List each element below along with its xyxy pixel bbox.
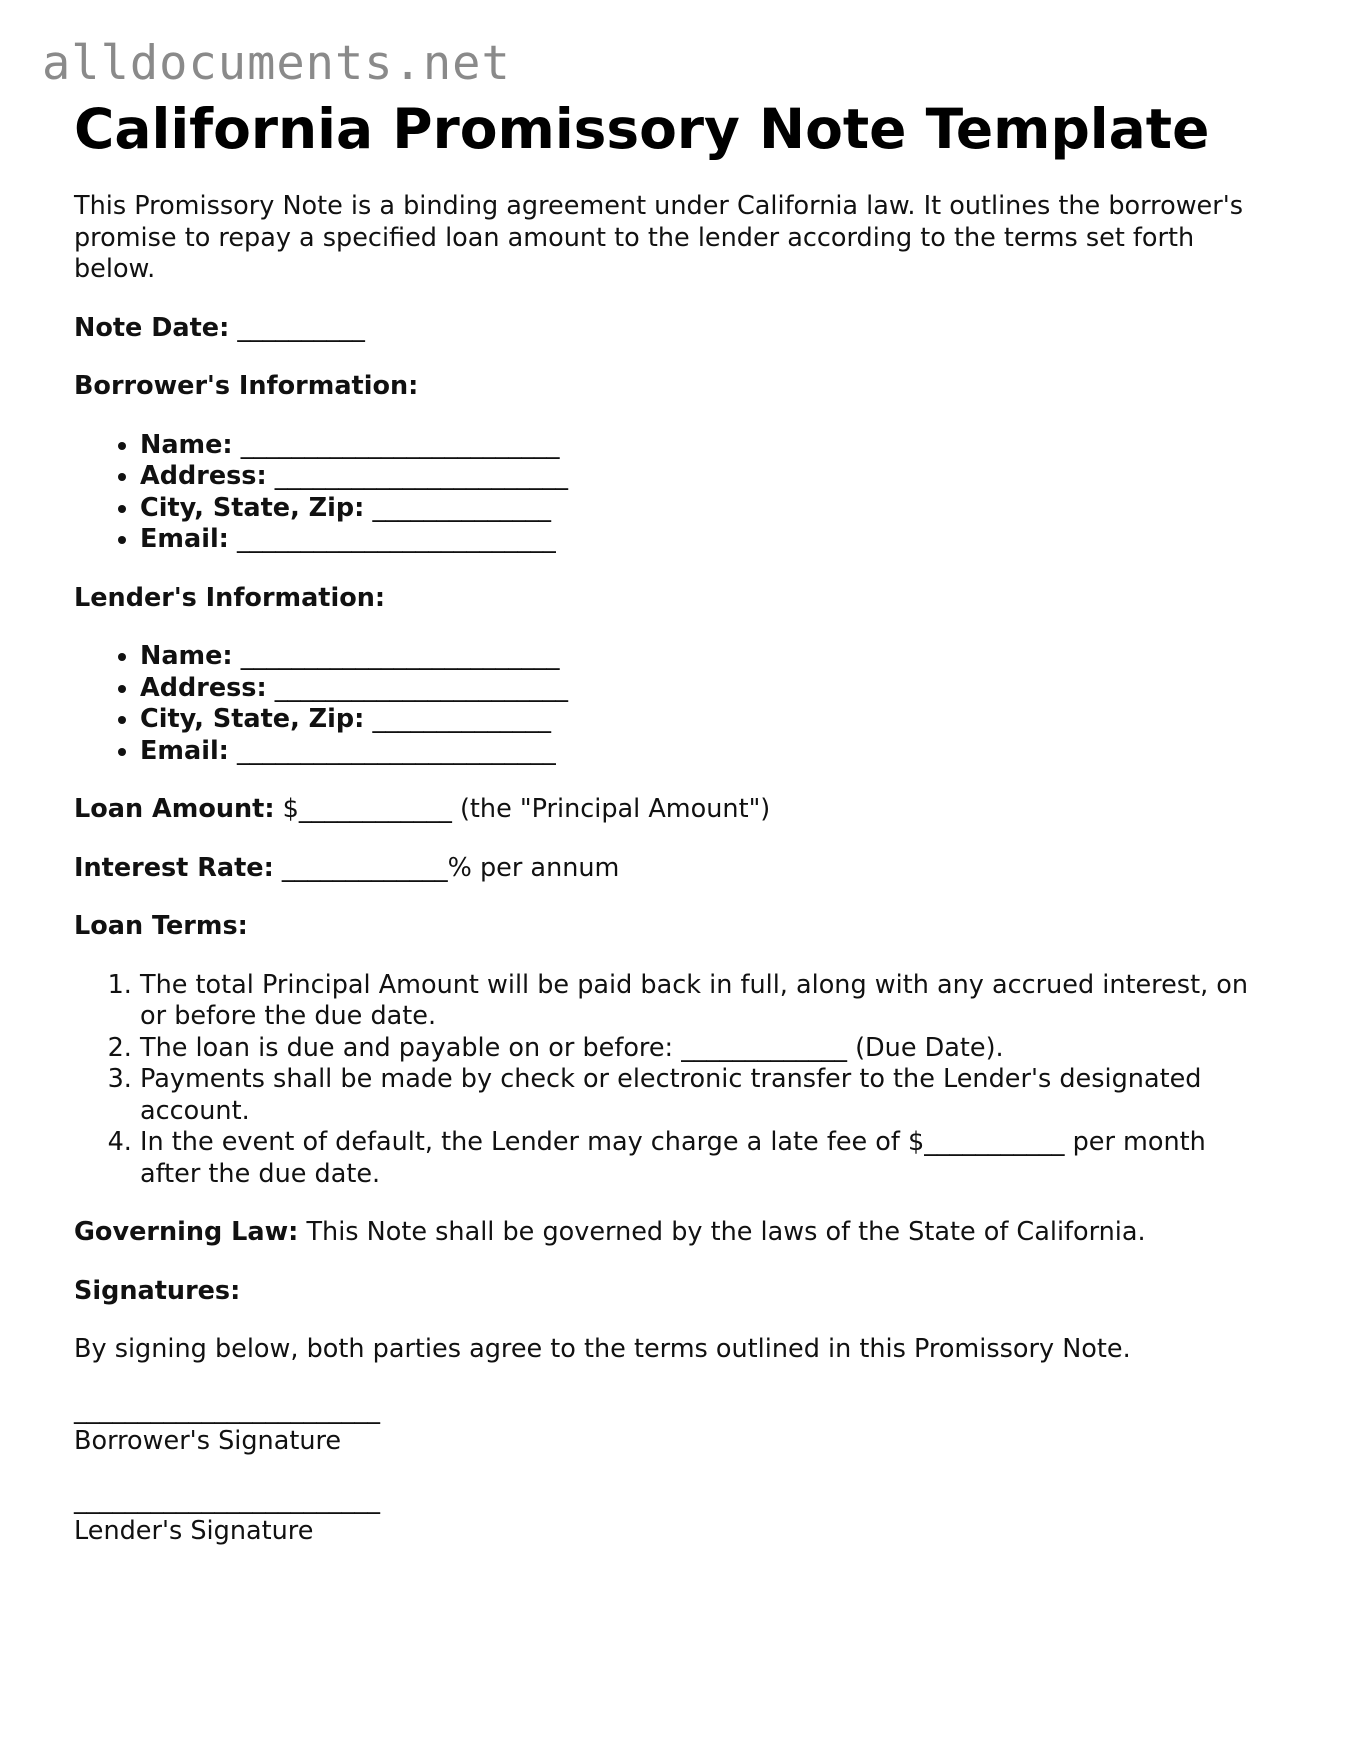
lender-signature-block xyxy=(74,1485,1274,1548)
interest-rate-field xyxy=(74,853,1274,885)
governing-law-text: This Note shall be governed by the laws of the State of California. xyxy=(298,1217,1146,1247)
signatures-heading: Signatures: xyxy=(74,1275,241,1306)
lender-signature-label: Lender's Signature xyxy=(74,1516,314,1546)
signatures-statement: By signing below, both parties agree to the terms outlined in this Promissory Note. xyxy=(74,1334,1131,1364)
lender-email-blank: _________________________ xyxy=(228,735,556,766)
loan-term-item: 1. The total Principal Amount will be paid back in full, along with any accrued interest, on or before the due date. xyxy=(140,970,1274,1033)
document-title: California Promissory Note Template xyxy=(74,97,1210,161)
loan-term-item: 4. In the event of default, the Lender may charge a late fee of $___________ per month after the due date. xyxy=(140,1127,1274,1190)
lender-email-label: Email: xyxy=(140,735,229,766)
borrower-city-item xyxy=(140,493,1274,525)
loan-term-item: 3. Payments shall be made by check or electronic transfer to the Lender's designated account. xyxy=(140,1064,1274,1127)
lender-email-item xyxy=(140,736,1274,768)
lender-city-item xyxy=(140,704,1274,736)
lender-name-label: Name: xyxy=(140,641,233,671)
note-date-label: Note Date: xyxy=(74,312,230,343)
interest-rate-text: _____________% per annum xyxy=(273,852,620,883)
borrower-address-item xyxy=(140,461,1274,493)
governing-law-label: Governing Law: xyxy=(74,1217,299,1247)
interest-rate-label: Interest Rate: xyxy=(74,852,274,883)
lender-address-blank: _______________________ xyxy=(266,672,569,703)
borrower-signature-label: Borrower's Signature xyxy=(74,1426,342,1456)
loan-amount-field xyxy=(74,794,1274,826)
intro-paragraph: This Promissory Note is a binding agreement under California law. It outlines the borrower's promise to repay a specified loan amount to the lender according to the terms set forth below. xyxy=(74,191,1244,284)
loan-amount-text: $____________ (the "Principal Amount") xyxy=(274,794,771,824)
borrower-address-blank: _______________________ xyxy=(266,461,569,491)
borrower-email-blank: _________________________ xyxy=(228,524,556,554)
document-page xyxy=(74,96,1274,1548)
loan-amount-label: Loan Amount: xyxy=(74,794,275,824)
watermark: alldocuments.net xyxy=(42,36,511,91)
borrower-city-label: City, State, Zip: xyxy=(140,492,365,523)
lender-address-label: Address: xyxy=(140,672,267,703)
borrower-name-blank: _________________________ xyxy=(232,429,560,460)
loan-terms-list xyxy=(74,970,1274,1191)
borrower-signature-line: ________________________ xyxy=(74,1394,380,1425)
lender-city-blank: ______________ xyxy=(364,704,551,734)
note-date-blank: __________ xyxy=(229,312,365,343)
borrower-name-item xyxy=(140,430,1274,462)
governing-law-field xyxy=(74,1217,1274,1249)
borrower-info-list xyxy=(74,430,1274,556)
lender-heading: Lender's Information: xyxy=(74,582,386,613)
lender-city-label: City, State, Zip: xyxy=(140,704,365,734)
loan-terms-heading: Loan Terms: xyxy=(74,911,248,941)
borrower-city-blank: ______________ xyxy=(364,492,551,523)
borrower-name-label: Name: xyxy=(140,429,233,460)
borrower-address-label: Address: xyxy=(140,461,267,491)
borrower-signature-block xyxy=(74,1395,1274,1458)
loan-term-item: 2. The loan is due and payable on or before: _____________ (Due Date). xyxy=(140,1033,1274,1065)
borrower-email-label: Email: xyxy=(140,524,229,554)
lender-name-item xyxy=(140,641,1274,673)
borrower-email-item xyxy=(140,524,1274,556)
borrower-heading: Borrower's Information: xyxy=(74,371,419,401)
lender-info-list xyxy=(74,641,1274,767)
note-date-field xyxy=(74,313,1274,345)
lender-signature-line: ________________________ xyxy=(74,1484,380,1515)
lender-name-blank: _________________________ xyxy=(232,641,560,671)
lender-address-item xyxy=(140,673,1274,705)
